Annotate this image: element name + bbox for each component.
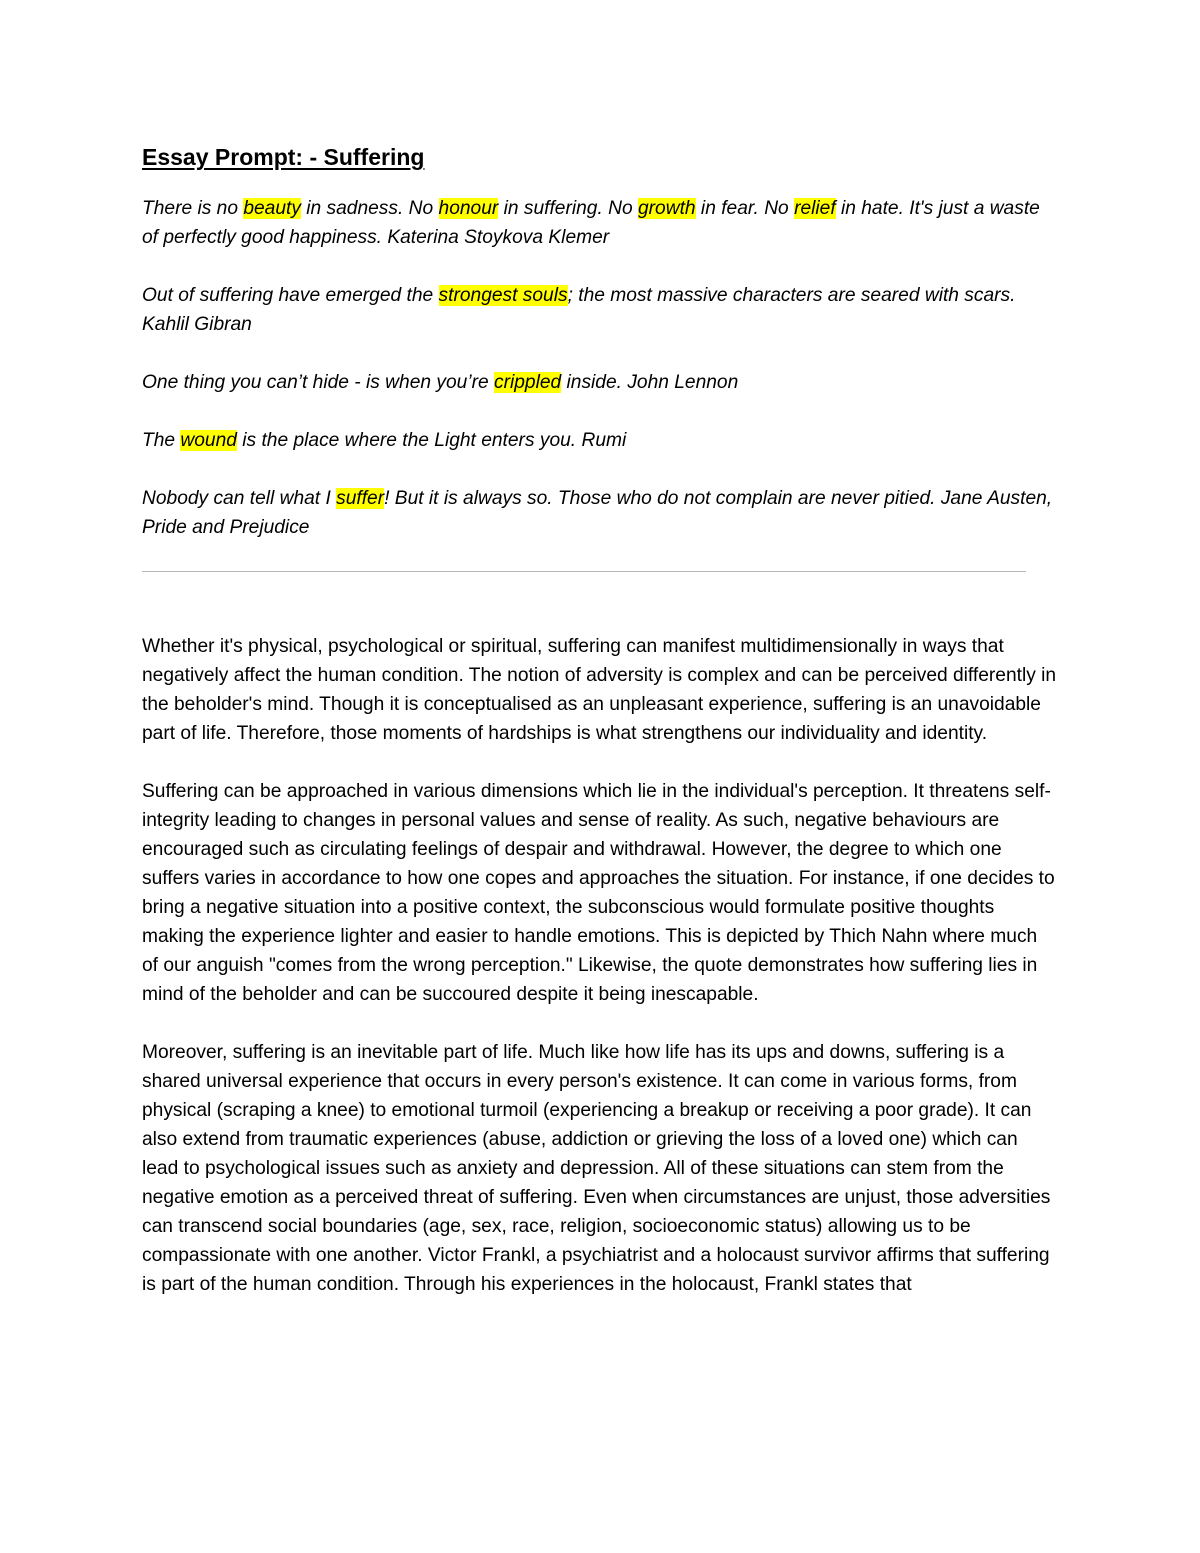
quote-text: in sadness. No bbox=[300, 198, 439, 219]
quote-text: There is no bbox=[142, 198, 244, 219]
quote-text: Out of suffering have emerged the bbox=[142, 285, 439, 306]
highlighted-keyword: strongest souls bbox=[438, 285, 568, 306]
highlighted-keyword: crippled bbox=[493, 372, 562, 393]
essay-body bbox=[142, 632, 1058, 1299]
quote-text: ! But it is always so. Those who do not complain are never pitied. Jane Austen, Pride and Prejudice bbox=[142, 488, 1053, 538]
quote-text: Nobody can tell what I bbox=[142, 488, 337, 509]
quote-text: in suffering. No bbox=[498, 198, 638, 219]
highlighted-keyword: growth bbox=[638, 198, 696, 219]
quote bbox=[142, 484, 1058, 542]
quote-text: inside. John Lennon bbox=[561, 372, 739, 393]
body-paragraph: Moreover, suffering is an inevitable part of life. Much like how life has its ups and downs, suffering is a shared universal experience that occurs in every person's existence. It can come in various forms, from physical (scraping a knee) to emotional turmoil (experiencing a breakup or receiving a poor grade). It can also extend from traumatic experiences (abuse, addiction or grieving the loss of a loved one) which can lead to psychological issues such as anxiety and depression. All of these situations can stem from the negative emotion as a perceived threat of suffering. Even when circumstances are unjust, those adversities can transcend social boundaries (age, sex, race, religion, socioeconomic status) allowing us to be compassionate with one another. Victor Frankl, a psychiatrist and a holocaust survivor affirms that suffering is part of the human condition. Through his experiences in the holocaust, Frankl states that bbox=[142, 1042, 1051, 1295]
document-page bbox=[142, 138, 1058, 1328]
quotes-section bbox=[142, 194, 1058, 542]
quote-text: is the place where the Light enters you. Rumi bbox=[236, 430, 627, 451]
body-paragraph: Whether it's physical, psychological or spiritual, suffering can manifest multidimensionally in ways that negatively affect the human condition. The notion of adversity is complex and can be perceived differently in the beholder's mind. Though it is conceptualised as an unpleasant experience, suffering is an unavoidable part of life. Therefore, those moments of hardships is what strengthens our individuality and identity. bbox=[142, 636, 1057, 744]
quote-text: in hate. It's just a waste of perfectly good happiness. Katerina Stoykova Klemer bbox=[142, 198, 1040, 248]
quote bbox=[142, 368, 1058, 397]
quote bbox=[142, 281, 1058, 339]
quote bbox=[142, 426, 1058, 455]
essay-title: Essay Prompt: - Suffering bbox=[142, 144, 425, 170]
quote bbox=[142, 194, 1058, 252]
horizontal-rule bbox=[142, 571, 1026, 572]
highlighted-keyword: suffer bbox=[336, 488, 385, 509]
quote-text: ; the most massive characters are seared with scars. Kahlil Gibran bbox=[142, 285, 1016, 335]
quote-text: One thing you can’t hide - is when you’re bbox=[142, 372, 494, 393]
quote-text: The bbox=[142, 430, 181, 451]
highlighted-keyword: beauty bbox=[243, 198, 301, 219]
highlighted-keyword: honour bbox=[438, 198, 499, 219]
highlighted-keyword: wound bbox=[180, 430, 237, 451]
highlighted-keyword: relief bbox=[794, 198, 836, 219]
body-paragraph: Suffering can be approached in various dimensions which lie in the individual's perception. It threatens self-integrity leading to changes in personal values and sense of reality. As such, negative behaviours are encouraged such as circulating feelings of despair and withdrawal. However, the degree to which one suffers varies in accordance to how one copes and approaches the situation. For instance, if one decides to bring a negative situation into a positive context, the subconscious would formulate positive thoughts making the experience lighter and easier to handle emotions. This is depicted by Thich Nahn where much of our anguish "comes from the wrong perception." Likewise, the quote demonstrates how suffering lies in mind of the beholder and can be succoured despite it being inescapable. bbox=[142, 781, 1055, 1005]
quote-text: in fear. No bbox=[695, 198, 795, 219]
